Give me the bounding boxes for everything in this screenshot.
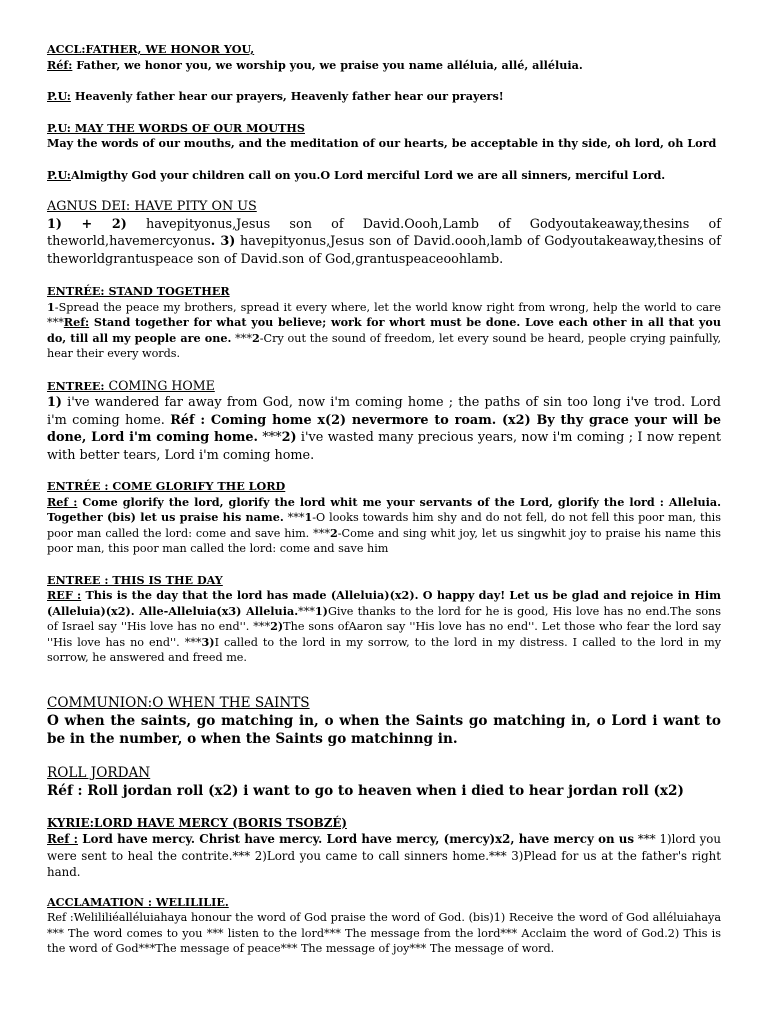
communion-heading: COMMUNION:O WHEN THE SAINTS [47, 694, 310, 711]
coming-ref-text: Réf : Coming home x(2) nevermore to roam. (x2) By thy grace your will be done, Lord i'm coming home. [47, 412, 722, 445]
thisday-ref-text: This is the day that the lord has made (Alleluia)(x2). O happy day! Let us be glad and rejoice in Him (Alleluia)(x2). Alle-Alleluia(x3) Alleluia. [47, 588, 721, 618]
accl-ref-label: Réf: [47, 57, 73, 72]
agnus-section [47, 198, 721, 268]
pu3-label: P.U: [47, 167, 71, 182]
agnus-text-1: havepityonus,Jesus son of David.Oooh,Lamb of Godyoutakeaway,thesins of theworld,havemercyonus [47, 216, 721, 249]
pu3-section [47, 168, 721, 184]
glorify-num-1: 1 [304, 510, 313, 524]
glorify-section [47, 479, 721, 557]
communion-text: O when the saints, go matching in, o when the Saints go matching in, o Lord i want to be in the number, o when the Saints go matchinng in. [47, 712, 721, 747]
kyrie-ref-text: Lord have mercy. Christ have mercy. Lord have mercy, (mercy)x2, have mercy on us [78, 832, 635, 847]
stand-heading: ENTRÉE: STAND TOGETHER [47, 284, 230, 298]
glorify-ref-text: Come glorify the lord, glorify the lord whit me your servants of the Lord, glorify the lord : Alleluia. Together (bis) let us praise his name. [47, 494, 721, 524]
stand-num-1: 1 [47, 299, 55, 314]
thisday-num-3: 3) [201, 634, 215, 649]
stand-text-2: -Cry out the sound of freedom, let every sound be heard, people crying painfully, hear their every words. [47, 331, 722, 360]
coming-heading-a: ENTREE: [47, 378, 109, 393]
stand-stars: *** [231, 331, 252, 345]
stand-ref-text: Stand together for what you believe; work for whort must be done. Love each other in all that you do, till all my people are one. [47, 315, 721, 345]
thisday-text-3: I called to the lord in my sorrow, to the lord in my distress. I called to the lord in my sorrow, he answered and freed me. [47, 635, 722, 664]
stand-num-2: 2 [251, 330, 260, 345]
glorify-stars: *** [283, 511, 305, 524]
agnus-heading: AGNUS DEI: HAVE PITY ON US [47, 199, 257, 214]
pu1-label: P.U: [47, 89, 71, 103]
agnus-text-3: havepityonus,Jesus son of David.oooh,lamb of Godyoutakeaway,thesins of theworldgrantuspeace son of David.son of God,grantuspeaceoohlamb. [47, 234, 721, 267]
acclamation-text: Ref :Welililiéalléluiahaya honour the word of God praise the word of God. (bis)1) Receive the word of God alléluiahaya *** The word comes to you *** listen to the lord*** The message from the lord*** Acclaim the word of God.2) This is the word of God***The message of peace*** The message of joy*** The message of word. [47, 911, 721, 956]
coming-num-1: 1) [47, 395, 62, 410]
kyrie-heading: KYRIE:LORD HAVE MERCY (BORIS TSOBZÉ) [47, 815, 347, 830]
roll-text: Réf : Roll jordan roll (x2) i want to go to heaven when i died to hear jordan roll (x2) [47, 783, 684, 800]
coming-section [47, 378, 721, 465]
roll-heading: ROLL JORDAN [47, 765, 151, 782]
accl-heading: ACCL:FATHER, WE HONOR YOU, [47, 42, 255, 56]
pu2-section [47, 121, 721, 152]
thisday-stars: *** [298, 604, 315, 618]
agnus-num-3: . 3) [210, 234, 236, 249]
pu3-text: Almigthy God your children call on you.O Lord merciful Lord we are all sinners, merciful Lord. [70, 167, 666, 182]
thisday-ref-label: REF : [47, 588, 82, 602]
communion-section [47, 694, 721, 749]
coming-heading-b: COMING HOME [108, 377, 215, 393]
glorify-text-2: -Come and sing whit joy, let us singwhit joy to praise his name this poor man, this poor man called the lord: come and save him [47, 526, 721, 555]
glorify-text-1: -O looks towards him shy and do not fell, do not fell this poor man, this poor man called the lord: come and save him. *** [47, 511, 722, 540]
stand-ref-label: Ref: [63, 315, 90, 329]
thisday-num-2: 2) [270, 619, 284, 633]
thisday-section [47, 573, 721, 666]
pu2-heading: P.U: MAY THE WORDS OF OUR MOUTHS [47, 120, 305, 135]
acclamation-section [47, 895, 721, 957]
glorify-num-2: 2 [329, 525, 338, 540]
thisday-text-1: Give thanks to the lord for he is good, His love has no end.The sons of Israel say ''His love has no end''. *** [47, 604, 722, 633]
pu2-text: May the words of our mouths, and the meditation of our hearts, be acceptable in thy side, oh lord, oh Lord [47, 136, 717, 150]
stand-text-1: -Spread the peace my brothers, spread it every where, let the world know right from wrong, help the world to care *** [47, 300, 721, 329]
accl-ref-text: Father, we honor you, we worship you, we praise you name alléluia, allé, alléluia. [72, 57, 583, 72]
kyrie-rest: *** 1)lord you were sent to heal the contrite.*** 2)Lord you came to call sinners home.*** 3)Plead for us at the father's right hand. [47, 832, 721, 880]
thisday-heading: ENTREE : THIS IS THE DAY [47, 572, 223, 587]
coming-stars: *** [257, 430, 282, 445]
kyrie-section [47, 815, 721, 881]
roll-section [47, 764, 721, 800]
agnus-num-1: 1) + 2) [47, 216, 127, 232]
stand-section [47, 284, 721, 362]
thisday-num-1: 1) [314, 603, 328, 618]
coming-text-1: i've wandered far away from God, now i'm coming home ; the paths of sin too long i've trod. Lord i'm coming home. [47, 395, 721, 428]
coming-num-2: 2) [281, 430, 297, 445]
pu1-section [47, 89, 721, 105]
accl-section [47, 42, 721, 73]
coming-text-2: i've wasted many precious years, now i'm coming ; I now repent with better tears, Lord i'm coming home. [47, 430, 721, 463]
pu1-text: Heavenly father hear our prayers, Heavenly father hear our prayers! [70, 89, 504, 103]
thisday-text-2: The sons ofAaron say ''His love has no end''. Let those who fear the lord say ''His love has no end''. *** [47, 620, 721, 649]
glorify-ref-label: Ref : [47, 494, 78, 509]
kyrie-ref-label: Ref : [47, 832, 79, 847]
acclamation-heading: ACCLAMATION : WELILILIE. [47, 894, 229, 909]
glorify-heading: ENTRÉE : COME GLORIFY THE LORD [47, 479, 286, 493]
